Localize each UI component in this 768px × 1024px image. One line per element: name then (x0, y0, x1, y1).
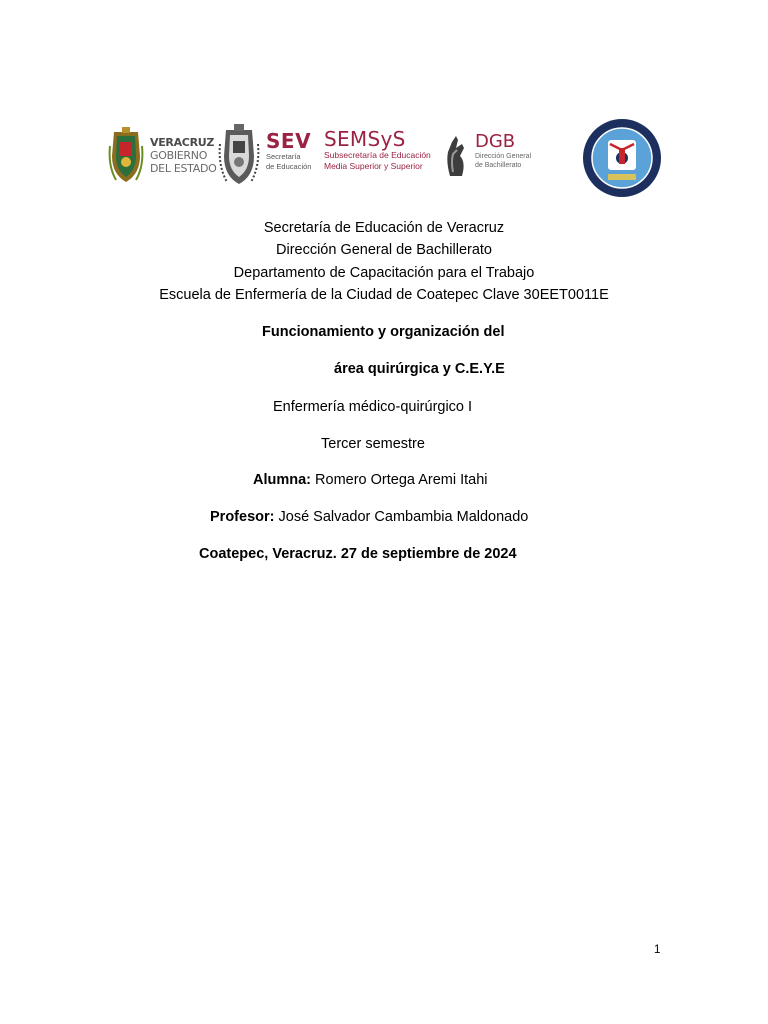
header-line-2: Dirección General de Bachillerato (276, 242, 492, 258)
dgb-hand-icon (444, 132, 468, 178)
veracruz-gobierno-logo (150, 136, 217, 175)
veracruz-logo-line3: DEL ESTADO (150, 162, 217, 175)
veracruz-logo-line1: VERACRUZ (150, 136, 215, 149)
dgb-logo (475, 132, 531, 170)
student-line (253, 471, 488, 489)
student-label: Alumna: (253, 472, 311, 488)
semsys-logo (324, 128, 431, 172)
sev-logo-line1: Secretaría (266, 152, 301, 161)
student-name: Romero Ortega Aremi Itahi (315, 472, 488, 488)
veracruz-logo-line2: GOBIERNO (150, 149, 208, 162)
subject-line: Enfermería médico-quirúrgico I (273, 399, 473, 415)
sev-logo-line2: de Educación (266, 162, 312, 171)
sev-logo-title: SEV (266, 129, 312, 153)
semester-line: Tercer semestre (321, 436, 425, 452)
header-line-4: Escuela de Enfermería de la Ciudad de Coatepec Clave 30EET0011E (159, 287, 609, 303)
teacher-label: Profesor: (210, 509, 275, 525)
logo-strip (106, 118, 666, 204)
dgb-logo-title: DGB (475, 131, 516, 152)
veracruz-crest-icon (108, 126, 144, 186)
school-seal-icon (582, 118, 662, 198)
semsys-logo-line1: Subsecretaría de Educación (324, 150, 431, 160)
dgb-logo-line1: Dirección General (475, 153, 532, 160)
title-line-2: área quirúrgica y C.E.Y.E (334, 361, 505, 377)
teacher-line (210, 508, 528, 526)
dgb-logo-line2: de Bachillerato (475, 162, 522, 169)
sev-crest-icon (218, 122, 260, 188)
page-number: 1 (654, 944, 661, 956)
teacher-name: José Salvador Cambambia Maldonado (278, 509, 529, 525)
place-date: Coatepec, Veracruz. 27 de septiembre de 2024 (199, 546, 517, 562)
title-line-1: Funcionamiento y organización del (262, 324, 505, 340)
sev-logo (266, 130, 311, 172)
semsys-logo-line2: Media Superior y Superior (324, 161, 423, 171)
header-line-1: Secretaría de Educación de Veracruz (263, 220, 505, 236)
semsys-logo-title: SEMSyS (324, 127, 406, 151)
header-line-3: Departamento de Capacitación para el Trabajo (233, 265, 535, 281)
